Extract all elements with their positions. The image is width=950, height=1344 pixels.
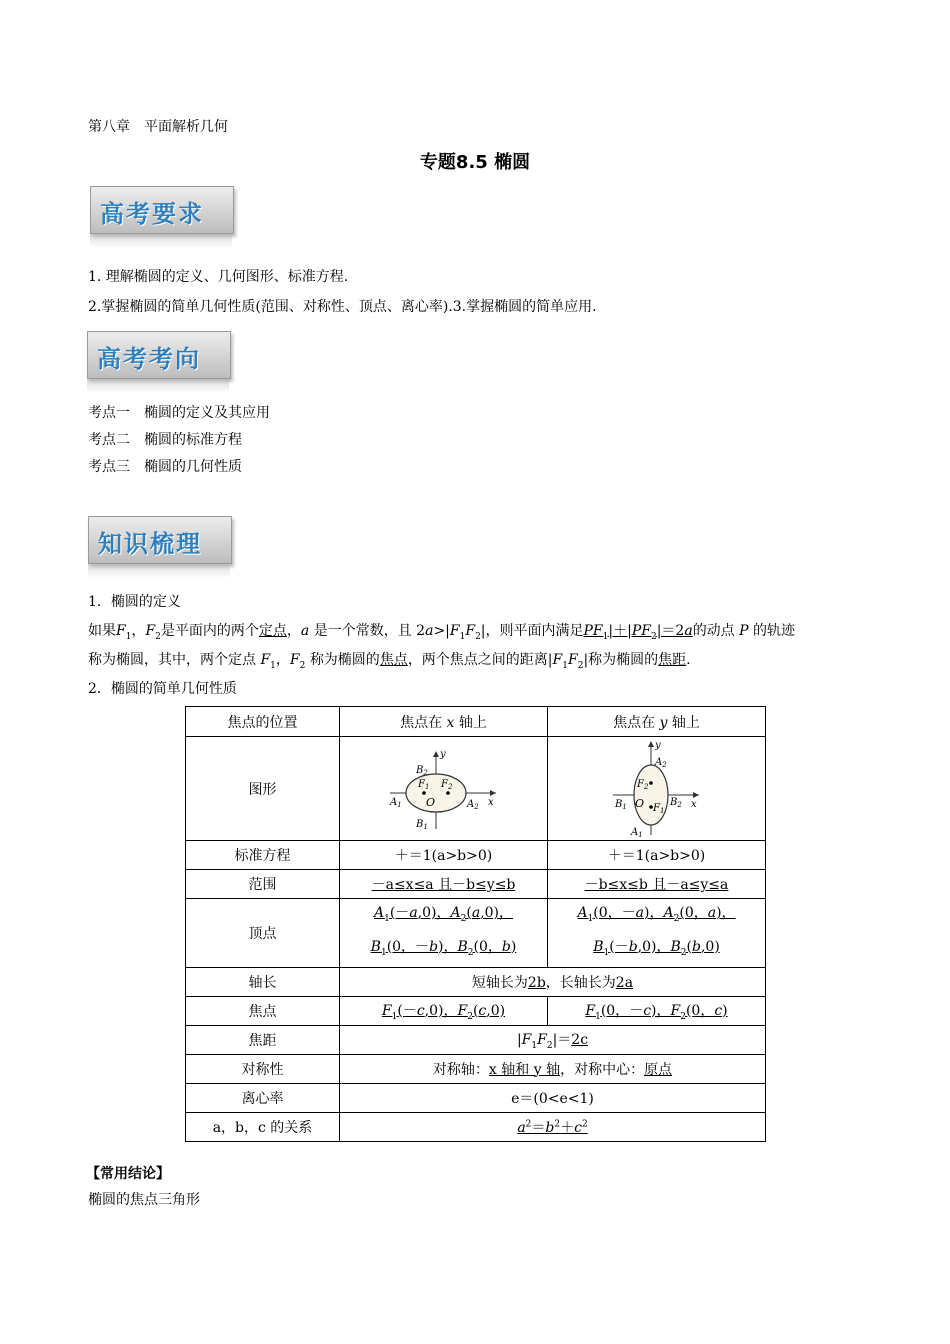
definition-heading: 1．椭圆的定义 — [88, 594, 181, 610]
conclusion-text: 椭圆的焦点三角形 — [88, 1192, 200, 1208]
exam-point-3: 考点三 椭圆的几何性质 — [88, 459, 242, 475]
origin-label: O — [425, 795, 435, 809]
requirement-item-2: 2.掌握椭圆的简单几何性质(范围、对称性、顶点、离心率).3.掌握椭圆的简单应用. — [88, 299, 597, 315]
vertices-x-focus: $A_1(-a,0)$，$A_2(a,0)$， $B_1(0$，－b)，$B_2(0$，b) — [340, 899, 548, 968]
table-row — [186, 1112, 766, 1141]
banner-requirements-label: 高考要求 — [100, 199, 204, 228]
row-label: 焦点 — [186, 996, 340, 1025]
banner-direction-label: 高考考向 — [97, 344, 201, 373]
row-label: 标准方程 — [186, 841, 340, 870]
range-y-focus: －b≤x≤b 且－a≤y≤a — [548, 870, 766, 899]
exam-point-2: 考点二 椭圆的标准方程 — [88, 432, 242, 448]
table-row — [186, 737, 766, 841]
svg-text:B1: $B_1$ — [614, 798, 627, 811]
header-cell: 焦点在 x 轴上 — [340, 707, 548, 737]
fixed-points-term: 定点 — [258, 623, 287, 639]
table-row — [186, 870, 766, 899]
svg-text:A2: $A_2$ — [466, 798, 479, 811]
requirement-item-1: 1. 理解椭圆的定义、几何图形、标准方程. — [88, 269, 349, 285]
conclusion-heading: 【常用结论】 — [86, 1166, 170, 1182]
svg-text:F2: $F_2$ — [440, 778, 452, 791]
y-axis-label: y — [439, 748, 446, 760]
table-row — [186, 996, 766, 1025]
svg-text:F2: $F_2$ — [636, 778, 648, 791]
row-label: 离心率 — [186, 1083, 340, 1112]
definition-paragraph-line-1: 如果$F_1$，$F_2$是平面内的两个定点，a 是一个常数，且 $2a>|F_1F_2|$，则平面内满足$PF_1|+|PF_2|=2a$的动点 P 的轨迹 — [88, 623, 796, 642]
figure-x-focus — [340, 737, 548, 841]
banner-knowledge — [88, 516, 234, 578]
focal-distance-value: $|F_1F_2|=2c$ — [340, 1025, 766, 1054]
banner-knowledge-label: 知识梳理 — [98, 529, 202, 558]
figure-y-focus — [548, 737, 766, 841]
foci-y-focus: $F_1(0$，－c)，$F_2(0$，c) — [548, 996, 766, 1025]
header-cell: 焦点的位置 — [186, 707, 340, 737]
eccentricity-value: e＝(0<e<1) — [340, 1083, 766, 1112]
ellipse-x-focus-diagram — [384, 747, 504, 831]
table-row — [186, 967, 766, 996]
svg-text:B1: $B_1$ — [415, 818, 428, 831]
table-row — [186, 841, 766, 870]
svg-text:B2: $B_2$ — [669, 796, 682, 809]
ellipse-properties-table — [185, 706, 766, 1142]
svg-text:A2: $A_2$ — [654, 756, 667, 769]
page-title: 专题8.5 椭圆 — [419, 152, 531, 173]
table-row — [186, 1054, 766, 1083]
table-row — [186, 899, 766, 968]
row-label: a，b，c 的关系 — [186, 1112, 340, 1141]
origin-label: O — [634, 796, 644, 810]
x-axis-label: x — [690, 798, 697, 810]
x-axis-label: x — [487, 796, 494, 808]
focal-distance-term: 焦距 — [658, 652, 687, 668]
table-row — [186, 707, 766, 737]
axis-lengths: 短轴长为2b，长轴长为2a — [340, 967, 766, 996]
row-label: 范围 — [186, 870, 340, 899]
svg-text:B2: $B_2$ — [415, 764, 428, 777]
row-label: 图形 — [186, 737, 340, 841]
equation-x-focus: ＋＝1(a>b>0) — [340, 841, 548, 870]
exam-point-1: 考点一 椭圆的定义及其应用 — [88, 405, 270, 421]
relation-value: $a^2=b^2+c^2$ — [340, 1112, 766, 1141]
svg-text:A1: $A_1$ — [630, 826, 643, 839]
banner-requirements — [90, 186, 236, 248]
range-x-focus: －a≤x≤a 且－b≤y≤b — [340, 870, 548, 899]
row-label: 对称性 — [186, 1054, 340, 1083]
foci-term: 焦点 — [379, 652, 408, 668]
chapter-label: 第八章 平面解析几何 — [88, 119, 228, 135]
svg-text:F1: $F_1$ — [652, 802, 664, 815]
row-label: 轴长 — [186, 967, 340, 996]
equation-y-focus: ＋＝1(a>b>0) — [548, 841, 766, 870]
row-label: 焦距 — [186, 1025, 340, 1054]
definition-paragraph-line-2: 称为椭圆，其中，两个定点 $F_1$，$F_2$ 称为椭圆的焦点，两个焦点之间的距离$|F_1F_2|$称为椭圆的焦距. — [88, 652, 691, 671]
svg-text:F1: $F_1$ — [417, 778, 429, 791]
foci-x-focus: $F_1(-c,0)$，$F_2(c,0)$ — [340, 996, 548, 1025]
properties-heading: 2．椭圆的简单几何性质 — [88, 681, 237, 697]
symmetry-value: 对称轴：x 轴和 y 轴，对称中心：原点 — [340, 1054, 766, 1083]
vertices-y-focus: $A_1(0$，－a)，$A_2(0$，a)， $B_1(-b,0)$，$B_2(b,0)$ — [548, 899, 766, 968]
svg-text:A1: $A_1$ — [389, 796, 402, 809]
table-row — [186, 1025, 766, 1054]
y-axis-label: y — [654, 739, 661, 751]
banner-direction — [87, 331, 233, 393]
table-row — [186, 1083, 766, 1112]
row-label: 顶点 — [186, 899, 340, 968]
ellipse-y-focus-diagram — [607, 739, 707, 839]
header-cell: 焦点在 y 轴上 — [548, 707, 766, 737]
